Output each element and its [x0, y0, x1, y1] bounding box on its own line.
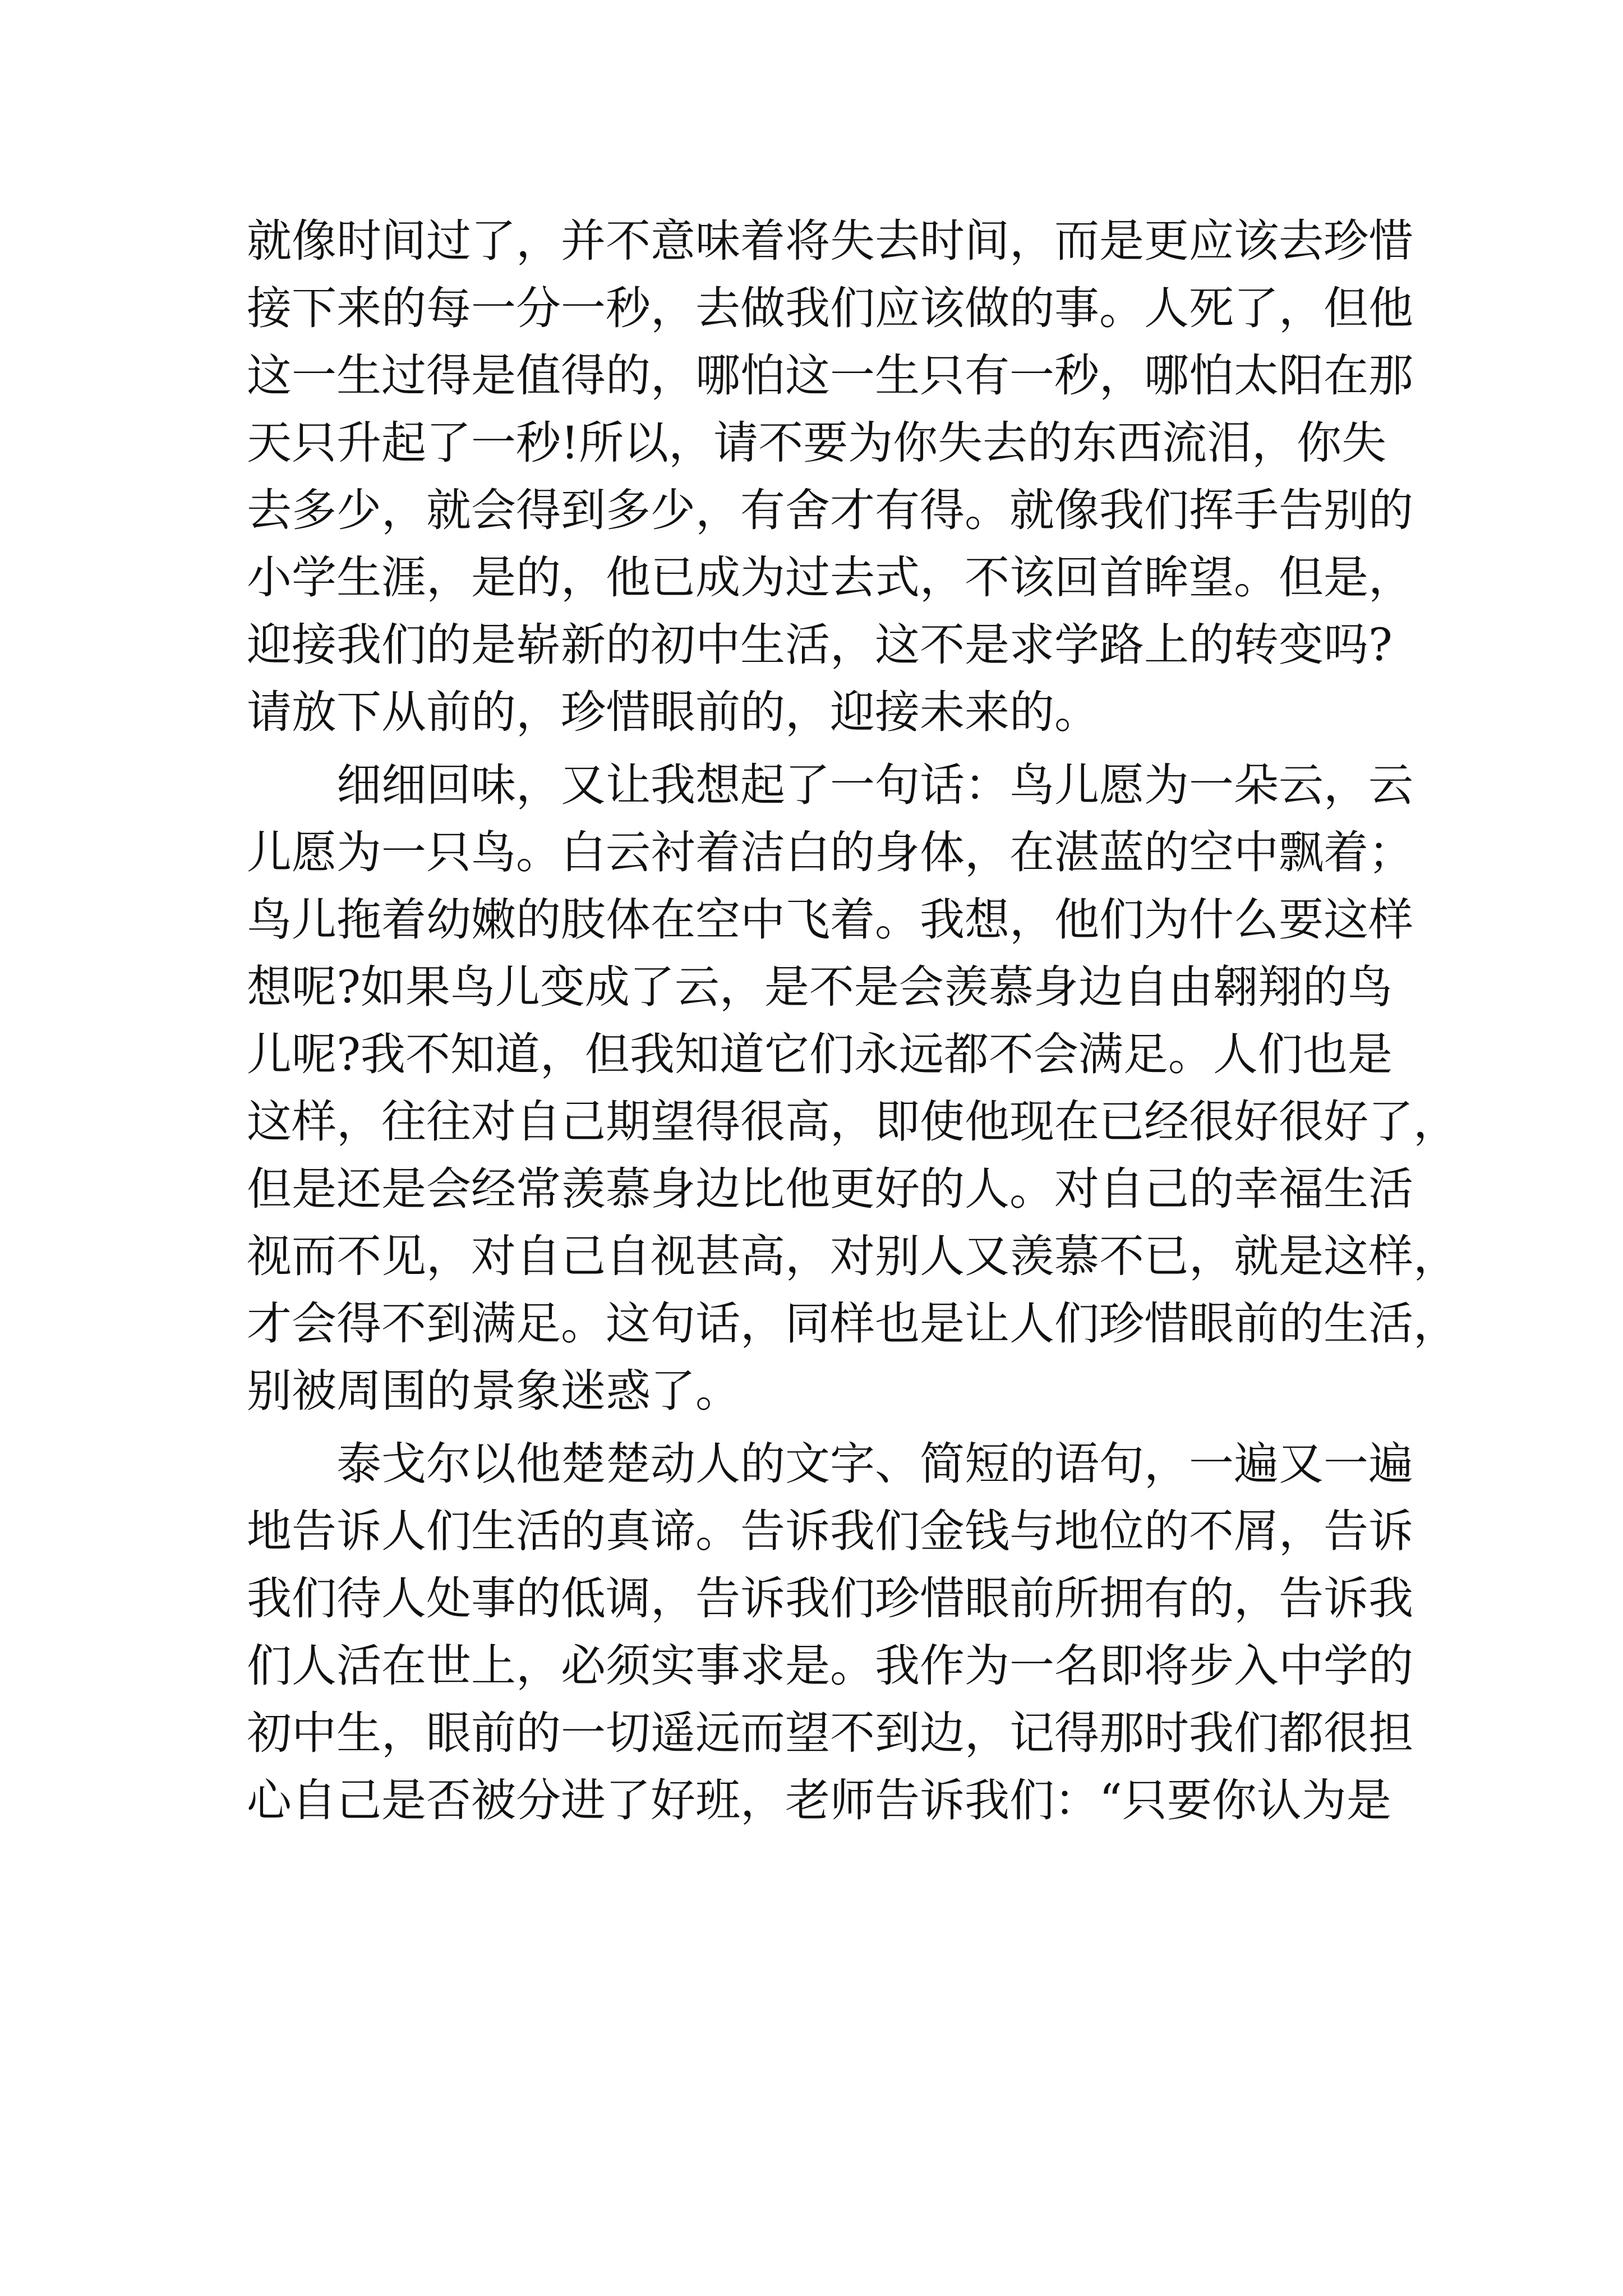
- paragraph-2: [247, 752, 1458, 1425]
- text-line: 迎接我们的是崭新的初中生活，这不是求学路上的转变吗?: [247, 619, 1393, 671]
- text-line: 小学生涯，是的，他已成为过去式，不该回首眸望。但是，: [247, 551, 1413, 604]
- text-line: 地告诉人们生活的真谛。告诉我们金钱与地位的不屑，告诉: [247, 1505, 1413, 1557]
- text-line: 鸟儿拖着幼嫩的肢体在空中飞着。我想，他们为什么要这样: [247, 894, 1413, 946]
- text-line: 初中生，眼前的一切遥远而望不到边，记得那时我们都很担: [247, 1707, 1413, 1759]
- paragraph-spacer: [247, 1425, 1380, 1430]
- text-line: 我们待人处事的低调，告诉我们珍惜眼前所拥有的，告诉我: [247, 1572, 1413, 1625]
- text-line: 儿呢?我不知道，但我知道它们永远都不会满足。人们也是: [247, 1028, 1393, 1080]
- text-line: 细细回味，又让我想起了一句话：鸟儿愿为一朵云，云: [336, 759, 1413, 811]
- text-line: 视而不见，对自己自视甚高，对别人又羡慕不已，就是这样，: [247, 1230, 1458, 1282]
- paragraph-3: [247, 1430, 1413, 1834]
- text-line: 请放下从前的，珍惜眼前的，迎接未来的。: [247, 686, 1099, 738]
- text-line: 去多少，就会得到多少，有舍才有得。就像我们挥手告别的: [247, 484, 1413, 536]
- paragraph-1: [247, 208, 1413, 746]
- text-line: 就像时间过了，并不意味着将失去时间，而是更应该去珍惜: [247, 215, 1413, 267]
- text-line: 别被周围的景象迷惑了。: [247, 1365, 740, 1417]
- text-line: 但是还是会经常羡慕身边比他更好的人。对自己的幸福生活: [247, 1163, 1413, 1215]
- paragraph-spacer: [247, 746, 1380, 752]
- text-line: 接下来的每一分一秒，去做我们应该做的事。人死了，但他: [247, 282, 1413, 334]
- article-body: [247, 208, 1458, 1834]
- text-line: 泰戈尔以他楚楚动人的文字、简短的语句，一遍又一遍: [336, 1438, 1413, 1490]
- text-line: 心自己是否被分进了好班，老师告诉我们：“只要你认为是: [247, 1774, 1391, 1826]
- text-line: 这样，往往对自己期望得很高，即使他现在已经很好很好了，: [247, 1096, 1458, 1148]
- text-line: 儿愿为一只鸟。白云衬着洁白的身体，在湛蓝的空中飘着；: [247, 826, 1413, 878]
- text-line: 想呢?如果鸟儿变成了云，是不是会羡慕身边自由翱翔的鸟: [247, 961, 1393, 1013]
- text-line: 天只升起了一秒!所以，请不要为你失去的东西流泪，你失: [247, 417, 1387, 469]
- text-line: 们人活在世上，必须实事求是。我作为一名即将步入中学的: [247, 1640, 1413, 1692]
- text-line: 才会得不到满足。这句话，同样也是让人们珍惜眼前的生活，: [247, 1297, 1458, 1350]
- text-line: 这一生过得是值得的，哪怕这一生只有一秒，哪怕太阳在那: [247, 349, 1413, 402]
